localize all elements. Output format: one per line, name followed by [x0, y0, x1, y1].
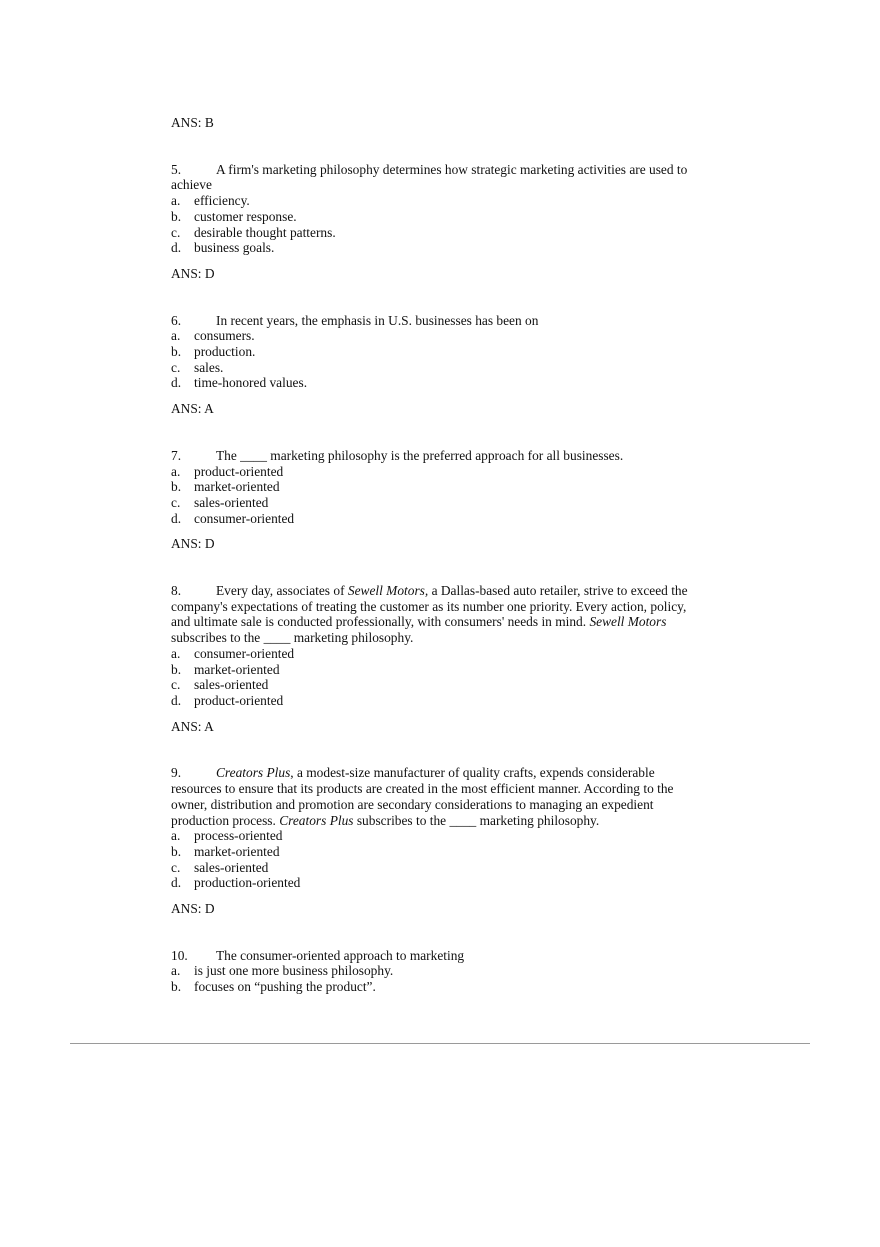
option-c: c. desirable thought patterns. [171, 224, 336, 240]
option-list [171, 828, 707, 891]
option-a: a. efficiency. [171, 193, 250, 209]
page-divider [70, 1043, 810, 1044]
question-text: The ____ marketing philosophy is the preferred approach for all businesses. [216, 447, 624, 463]
company-name: Sewell Motors, [347, 583, 429, 599]
option-list [171, 328, 707, 391]
option-c: c. sales. [171, 359, 224, 375]
option-b: b. market-oriented [171, 661, 280, 677]
question-number: 6. [171, 312, 182, 328]
option-b: b. customer response. [171, 208, 297, 224]
option-a: a. consumers. [171, 328, 255, 344]
question-6 [171, 313, 707, 448]
answer: ANS: D [171, 265, 215, 281]
option-list [171, 963, 707, 994]
question-5 [171, 162, 707, 313]
answer: ANS: A [171, 718, 214, 734]
option-d: d. consumer-oriented [171, 510, 295, 526]
option-b: b. production. [171, 344, 256, 360]
option-b: b. market-oriented [171, 843, 280, 859]
question-number: 10. [171, 947, 188, 963]
option-list [171, 646, 707, 709]
question-10 [171, 948, 707, 995]
option-d: d. product-oriented [171, 692, 284, 708]
question-text: A firm's marketing philosophy determines how strategic marketing activities are used to achieve [171, 161, 688, 193]
option-a: a. is just one more business philosophy. [171, 963, 394, 979]
option-c: c. sales-oriented [171, 859, 269, 875]
company-name: Sewell Motors [589, 614, 667, 630]
question-9 [171, 765, 707, 947]
option-b: b. focuses on “pushing the product”. [171, 979, 376, 995]
option-list [171, 464, 707, 527]
answer: ANS: D [171, 536, 215, 552]
question-8 [171, 583, 707, 765]
answer-top: ANS: B [171, 115, 214, 130]
company-name: Creators Plus [216, 765, 291, 781]
option-d: d. business goals. [171, 240, 275, 256]
company-name: Creators Plus [279, 812, 354, 828]
option-a: a. consumer-oriented [171, 645, 295, 661]
option-a: a. process-oriented [171, 828, 283, 844]
question-number: 7. [171, 447, 182, 463]
option-a: a. product-oriented [171, 463, 284, 479]
option-c: c. sales-oriented [171, 677, 269, 693]
answer: ANS: A [171, 401, 214, 417]
question-text: In recent years, the emphasis in U.S. businesses has been on [216, 312, 539, 328]
question-number: 5. [171, 161, 182, 177]
question-list [171, 115, 707, 995]
question-text: The consumer-oriented approach to marketing [216, 947, 465, 963]
question-number: 8. [171, 583, 182, 599]
question-7 [171, 448, 707, 583]
option-b: b. market-oriented [171, 479, 280, 495]
question-number: 9. [171, 765, 182, 781]
question-text: Every day, associates of Sewell Motors, a Dallas-based auto retailer, strive to exceed the company's expectations of treating the customer as its number one priority. Every action, policy, and ultimate sale is conducted professionally, with consumers' needs in mind. Sewell Motors subscribes to the ____ marketing philosophy. [171, 583, 688, 646]
option-d: d. production-oriented [171, 875, 301, 891]
answer: ANS: D [171, 901, 215, 917]
option-c: c. sales-oriented [171, 494, 269, 510]
option-d: d. time-honored values. [171, 375, 308, 391]
question-text: Creators Plus, a modest-size manufacturer of quality crafts, expends considerable resources to ensure that its products are created in the most efficient manner. According to the owner, distribution and promotion are secondary considerations to managing an expedient production process. Creators Plus subscribes to the ____ marketing philosophy. [171, 765, 674, 828]
option-list [171, 193, 707, 256]
